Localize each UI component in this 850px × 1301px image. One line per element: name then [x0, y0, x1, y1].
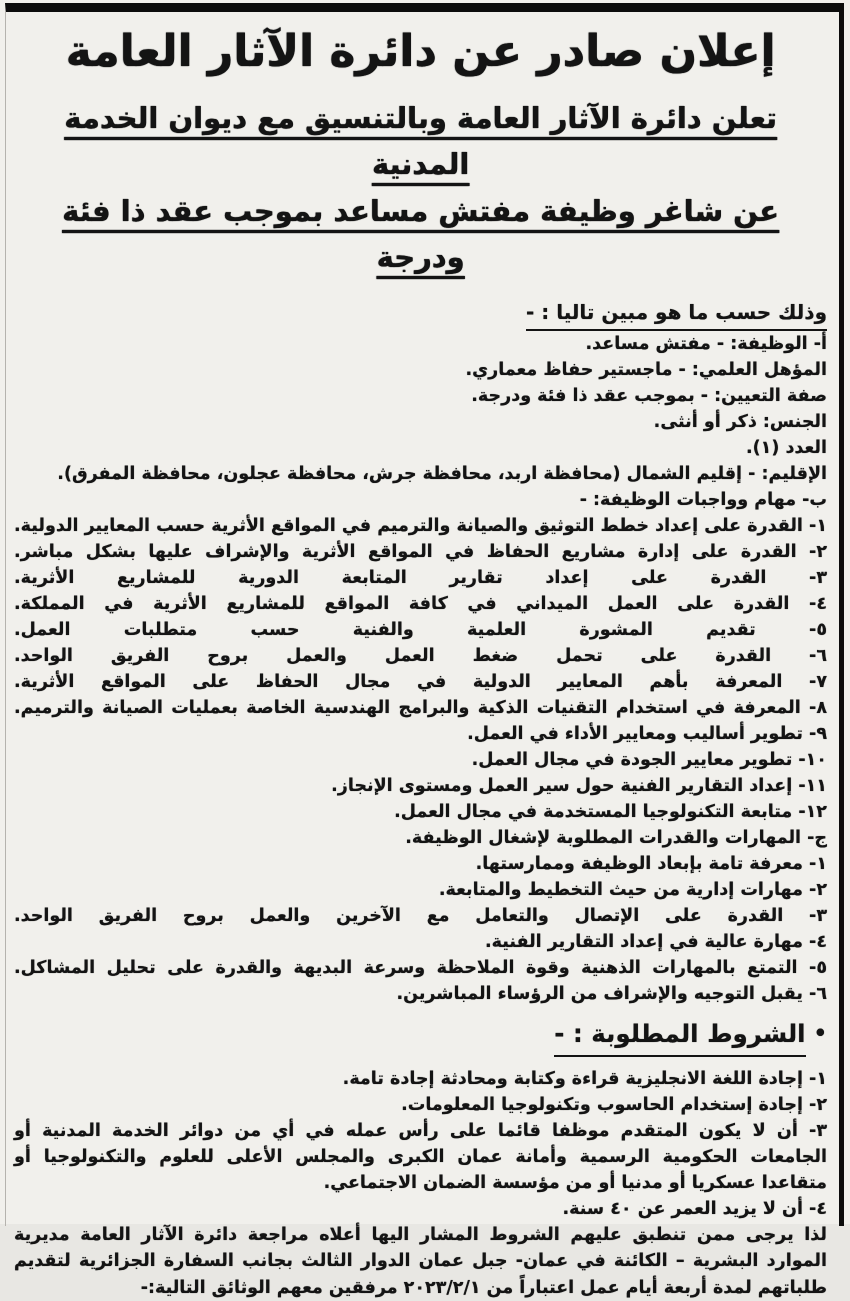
duty-item: ١- القدرة على إعداد خطط التوثيق والصيانة والترميم في المواقع الأثرية حسب المعايير الدولية.	[14, 516, 827, 537]
duty-item: ١٢- متابعة التكنولوجيا المستخدمة في مجال العمل.	[394, 802, 827, 823]
announcement-frame	[5, 3, 844, 1298]
duty-item: ١١- إعداد التقارير الفنية حول سير العمل ومستوى الإنجاز.	[331, 776, 827, 797]
job-detail-line: المؤهل العلمي: - ماجستير حفاظ معماري.	[465, 360, 827, 381]
condition-item: ٣- أن لا يكون المتقدم موظفا قائما على رأس عمله في أي من دوائر الخدمة المدنية أو الجامعات الحكومية الرسمية وأمانة عمان الكبرى والمجلس الأعلى للعلوم والتكنولوجيا أو متقاعدا عسكريا أو مدنيا أو من مؤسسة الضمان الاجتماعي.	[14, 1120, 827, 1193]
job-detail-line: أ- الوظيفة: - مفتش مساعد.	[585, 334, 827, 355]
duty-item: ٧- المعرفة بأهم المعايير الدولية في مجال الحفاظ على المواقع الأثرية.	[14, 672, 827, 693]
skill-item: ٦- يقبل التوجيه والإشراف من الرؤساء المباشرين.	[396, 984, 827, 1005]
duty-item: ٨- المعرفة في استخدام التقنيات الذكية والبرامج الهندسية الخاصة بعمليات الصيانة والترميم.	[14, 698, 827, 719]
subtitle-line: تعلن دائرة الآثار العامة وبالتنسيق مع ديوان الخدمة المدنية	[64, 100, 777, 182]
job-details-list	[14, 331, 827, 487]
condition-item: ١- إجادة اللغة الانجليزية قراءة وكتابة ومحادثة إجادة تامة.	[342, 1068, 827, 1089]
duties-list	[14, 513, 827, 825]
conditions-heading-text: الشروط المطلوبة : -	[554, 1019, 805, 1056]
closing-paragraph: لذا يرجى ممن تنطبق عليهم الشروط المشار اليها أعلاه مراجعة دائرة الآثار العامة مديرية الموارد البشرية – الكائنة في عمان- جبل عمان الدوار الثالث بجانب السفارة الجزائرية لتقديم طلباتهم لمدة أربعة أيام عمل اعتباراً من ٢٠٢٣/٢/١ مرفقين معهم الوثائق التالية:-	[14, 1224, 827, 1298]
skill-item: ١- معرفة تامة بإبعاد الوظيفة وممارستها.	[475, 854, 827, 875]
job-detail-line: العدد (١).	[746, 438, 827, 459]
conditions-heading	[14, 1019, 827, 1056]
duty-item: ٢- القدرة على إدارة مشاريع الحفاظ في المواقع الأثرية والإشراف عليها بشكل مباشر.	[14, 542, 827, 563]
duty-item: ٦- القدرة على تحمل ضغط العمل والعمل بروح الفريق الواحد.	[14, 646, 827, 667]
skills-heading: ج- المهارات والقدرات المطلوبة لإشغال الوظيفة.	[405, 828, 827, 849]
duties-heading: ب- مهام وواجبات الوظيفة: -	[579, 490, 827, 511]
skill-item: ٣- القدرة على الإتصال والتعامل مع الآخرين والعمل بروح الفريق الواحد.	[14, 906, 827, 927]
duty-item: ٩- تطوير أساليب ومعايير الأداء في العمل.	[467, 724, 827, 745]
duty-item: ٥- تقديم المشورة العلمية والفنية حسب متطلبات العمل.	[14, 620, 827, 641]
job-detail-line: الإقليم: - إقليم الشمال (محافظة اربد، محافظة جرش، محافظة عجلون، محافظة المفرق).	[57, 464, 827, 485]
skill-item: ٥- التمتع بالمهارات الذهنية وقوة الملاحظة وسرعة البديهة والقدرة على تحليل المشاكل.	[14, 958, 827, 979]
subtitle-line: عن شاغر وظيفة مفتش مساعد بموجب عقد ذا فئة ودرجة	[62, 193, 779, 274]
condition-item: ٢- إجادة إستخدام الحاسوب وتكنولوجيا المعلومات.	[401, 1094, 827, 1115]
skills-list	[14, 851, 827, 1007]
skill-item: ٤- مهارة عالية في إعداد التقارير الفنية.	[484, 932, 827, 953]
skill-item: ٢- مهارات إدارية من حيث التخطيط والمتابعة.	[438, 880, 827, 901]
condition-item: ٤- أن لا يزيد العمر عن ٤٠ سنة.	[562, 1198, 827, 1219]
duty-item: ١٠- تطوير معايير الجودة في مجال العمل.	[471, 750, 827, 771]
duty-item: ٤- القدرة على العمل الميداني في كافة المواقع للمشاريع الأثرية في المملكة.	[14, 594, 827, 615]
duty-item: ٣- القدرة على إعداد تقارير المتابعة الدورية للمشاريع الأثرية.	[14, 568, 827, 589]
intro-heading: وذلك حسب ما هو مبين تاليا : -	[526, 300, 827, 331]
job-detail-line: الجنس: ذكر أو أنثى.	[653, 412, 827, 433]
announcement-title: إعلان صادر عن دائرة الآثار العامة	[65, 26, 776, 77]
bullet-icon: •	[813, 1021, 827, 1046]
announcement-subtitle	[14, 95, 827, 281]
job-detail-line: صفة التعيين: - بموجب عقد ذا فئة ودرجة.	[471, 386, 827, 407]
conditions-list	[14, 1066, 827, 1222]
